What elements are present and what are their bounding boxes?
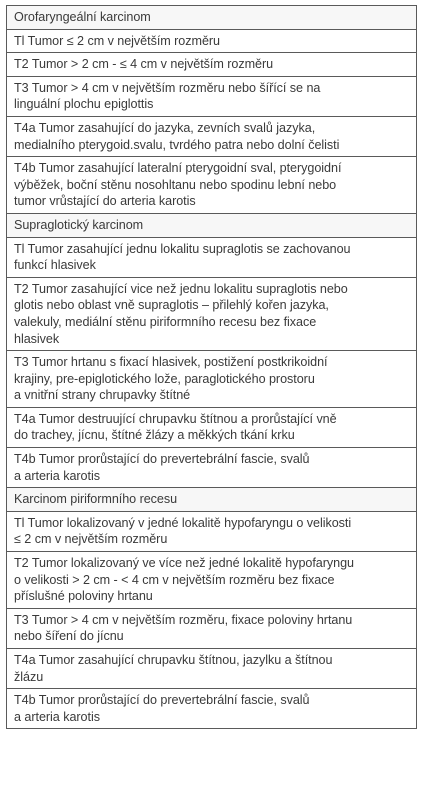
table-row: T4b Tumor prorůstající do prevertebrální fascie, svalů a arteria karotis bbox=[7, 448, 416, 488]
table-row: T2 Tumor zasahující vice než jednu lokalitu supraglotis nebo glotis nebo oblast vně supraglotis – přilehlý kořen jazyka, valekuly, mediální stěnu piriformního recesu bez fixace hlasivek bbox=[7, 278, 416, 351]
table-row: T4a Tumor zasahující do jazyka, zevních svalů jazyka, medialního pterygoid.svalu, tvrdého patra nebo dolní čelisti bbox=[7, 117, 416, 157]
table-row: T3 Tumor > 4 cm v největším rozměru, fixace poloviny hrtanu nebo šíření do jícnu bbox=[7, 609, 416, 649]
section-header-piriform: Karcinom piriformního recesu bbox=[7, 488, 416, 512]
section-header-supraglotic: Supraglotický karcinom bbox=[7, 214, 416, 238]
table-row: T4b Tumor zasahující lateralní pterygoidní sval, pterygoidní výběžek, boční stěnu nosohltanu nebo spodinu lební nebo tumor vrůstající do arteria karotis bbox=[7, 157, 416, 214]
table-row: T3 Tumor > 4 cm v největším rozměru nebo šířící se na linguální plochu epiglottis bbox=[7, 77, 416, 117]
table-row: T4a Tumor destruující chrupavku štítnou a prorůstající vně do trachey, jícnu, štítné žlázy a měkkých tkání krku bbox=[7, 408, 416, 448]
section-header-orofaryngealni: Orofaryngeální karcinom bbox=[7, 6, 416, 30]
table-row: T2 Tumor lokalizovaný ve více než jedné lokalitě hypofaryngu o velikosti > 2 cm - < 4 cm v největším rozměru bez fixace příslušné poloviny hrtanu bbox=[7, 552, 416, 609]
tnm-classification-table bbox=[6, 5, 417, 729]
table-row: T4a Tumor zasahující chrupavku štítnou, jazylku a štítnou žlázu bbox=[7, 649, 416, 689]
table-row: Tl Tumor ≤ 2 cm v největším rozměru bbox=[7, 30, 416, 54]
table-row: Tl Tumor lokalizovaný v jedné lokalitě hypofaryngu o velikosti ≤ 2 cm v největším rozměru bbox=[7, 512, 416, 552]
table-row: T3 Tumor hrtanu s fixací hlasivek, postižení postkrikoidní krajiny, pre-epiglotického lože, paraglotického prostoru a vnitřní strany chrupavky štítné bbox=[7, 351, 416, 408]
table-row: T4b Tumor prorůstající do prevertebrální fascie, svalů a arteria karotis bbox=[7, 689, 416, 729]
table-row: T2 Tumor > 2 cm - ≤ 4 cm v největším rozměru bbox=[7, 53, 416, 77]
table-row: Tl Tumor zasahující jednu lokalitu supraglotis se zachovanou funkcí hlasivek bbox=[7, 238, 416, 278]
